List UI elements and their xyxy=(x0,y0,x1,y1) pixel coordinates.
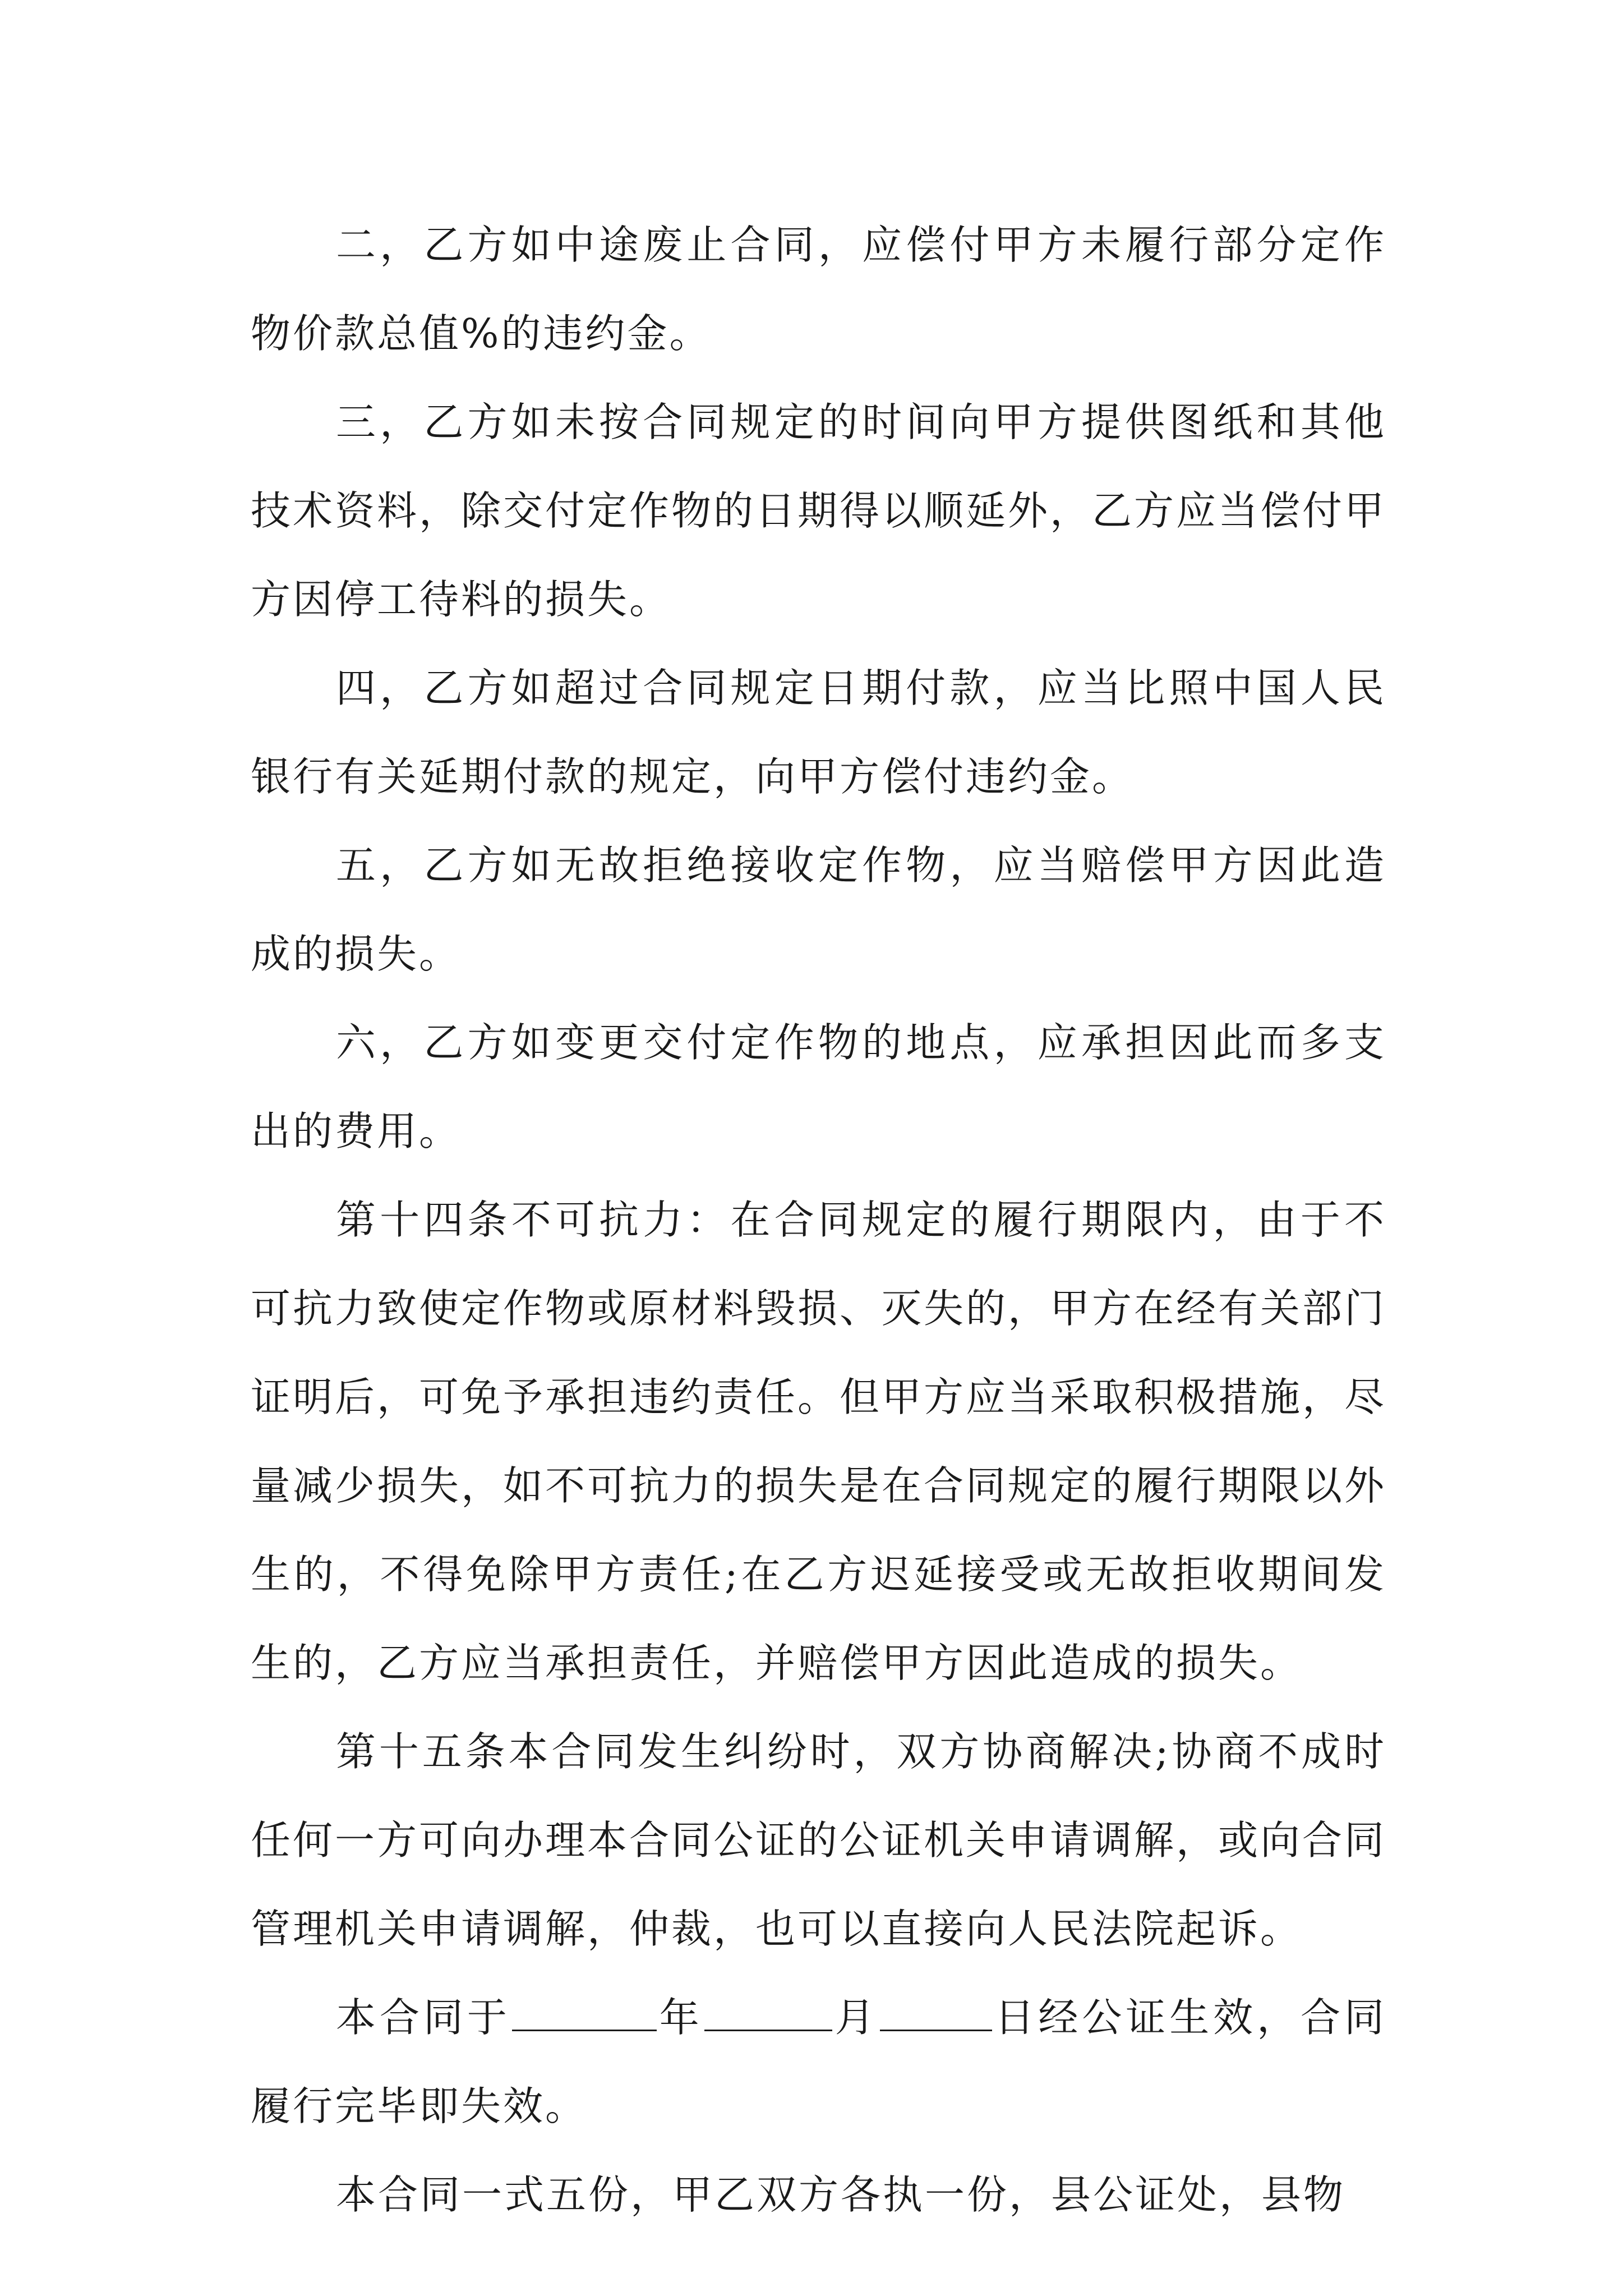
clause-4-paragraph: 四，乙方如超过合同规定日期付款，应当比照中国人民银行有关延期付款的规定，向甲方偿付违约金。 xyxy=(251,665,1386,800)
clause-3-paragraph: 三，乙方如未按合同规定的时间向甲方提供图纸和其他技术资料，除交付定作物的日期得以顺延外，乙方应当偿付甲方因停工待料的损失。 xyxy=(251,399,1387,623)
year-blank xyxy=(512,1996,657,2031)
article-14-paragraph: 第十四条不可抗力：在合同规定的履行期限内，由于不可抗力致使定作物或原材料毁损、灭失的，甲方在经有关部门证明后，可免予承担违约责任。但甲方应当采取积极措施，尽量减少损失，如不可抗力的损失是在合同规定的履行期限以外生的，不得免除甲方责任;在乙方迟延接受或无故拒收期间发生的，乙方应当承担责任，并赔偿甲方因此造成的损失。 xyxy=(251,1197,1387,1686)
document-body xyxy=(251,201,1386,2239)
clause-2-paragraph: 二，乙方如中途废止合同，应偿付甲方未履行部分定作物价款总值%的违约金。 xyxy=(251,222,1386,357)
year-label: 年 xyxy=(657,1994,703,2041)
effective-date-paragraph xyxy=(251,1973,1386,2151)
clause-5-paragraph: 五，乙方如无故拒绝接收定作物，应当赔偿甲方因此造成的损失。 xyxy=(251,842,1386,977)
month-label: 月 xyxy=(833,1994,879,2041)
effective-date-prefix: 本合同于 xyxy=(336,1994,511,2041)
article-15-paragraph: 第十五条本合同发生纠纷时，双方协商解决;协商不成时任何一方可向办理本合同公证的公证机关申请调解，或向合同管理机关申请调解，仲裁，也可以直接向人民法院起诉。 xyxy=(251,1728,1387,1952)
month-blank xyxy=(704,1996,832,2031)
effective-date-suffix: 日经公证生效，合同履行完毕即失效。 xyxy=(251,1994,1386,2129)
copies-paragraph: 本合同一式五份，甲乙双方各执一份，县公证处，县物 xyxy=(336,2171,1346,2218)
clause-6-paragraph: 六，乙方如变更交付定作物的地点，应承担因此而多支出的费用。 xyxy=(251,1019,1386,1154)
day-blank xyxy=(880,1996,992,2031)
